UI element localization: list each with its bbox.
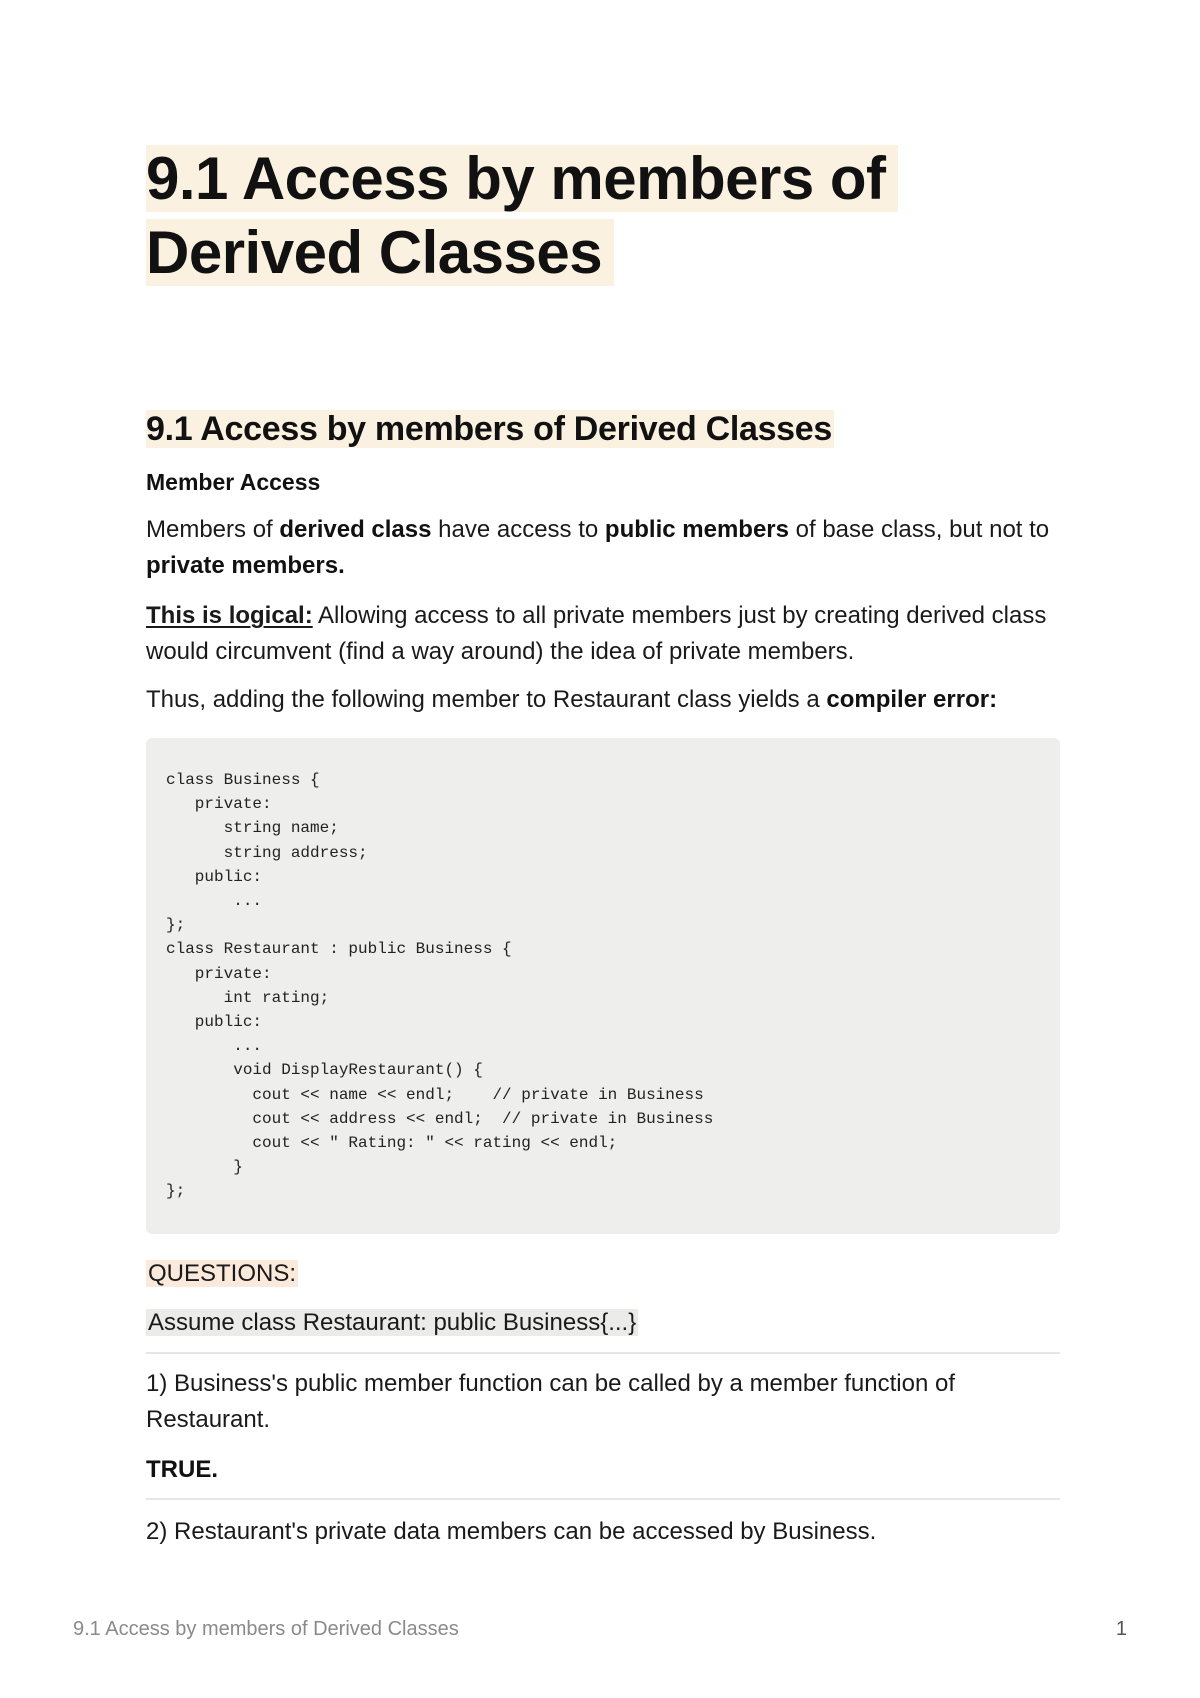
paragraph-text: have access to xyxy=(431,516,605,543)
paragraph-text: of base class, but not to xyxy=(788,516,1050,543)
subheading-member-access: Member Access xyxy=(146,469,321,495)
bold-private-members: private members. xyxy=(146,552,345,579)
assume-statement-text: Assume class Restaurant: public Business{...} xyxy=(148,1309,637,1336)
section-heading xyxy=(146,405,834,453)
paragraph-text: Allowing access to all private members just by creating derived class would circumvent (find a way around) the idea of private members. xyxy=(146,602,1047,665)
page-title-line-2: Derived Classes xyxy=(146,219,614,286)
questions-label xyxy=(146,1256,298,1292)
paragraph-compiler-error xyxy=(146,682,1060,718)
answer-1: TRUE. xyxy=(146,1456,218,1483)
divider xyxy=(146,1498,1060,1500)
question-2: 2) Restaurant's private data members can be accessed by Business. xyxy=(146,1518,877,1545)
paragraph-text: Thus, adding the following member to Restaurant class yields a xyxy=(146,686,827,713)
code-block xyxy=(146,738,1060,1234)
questions-label-text: QUESTIONS: xyxy=(148,1260,297,1287)
paragraph-text: Members of xyxy=(146,516,280,543)
bold-public-members: public members xyxy=(604,516,789,543)
footer-title: 9.1 Access by members of Derived Classes xyxy=(73,1618,459,1640)
logical-label: This is logical: xyxy=(146,602,313,629)
question-1: 1) Business's public member function can be called by a member function of Restaurant. xyxy=(146,1370,955,1433)
page-title xyxy=(146,142,1046,290)
page-title-line-1: 9.1 Access by members of xyxy=(146,145,898,212)
bold-derived-class: derived class xyxy=(279,516,432,543)
assume-statement xyxy=(146,1305,638,1341)
paragraph-member-access xyxy=(146,512,1060,584)
bold-compiler-error: compiler error: xyxy=(826,686,998,713)
page-number: 1 xyxy=(1115,1618,1127,1640)
code-text: class Business { private: string name; string address; public: ... }; class Restaurant : public Business { private: int rating; public: ... void DisplayRestaurant() { cout << name << endl; // private in Business cout << address << endl; // private in Business cout << " Rating: " << rating << endl; } }; xyxy=(166,771,714,1201)
divider xyxy=(146,1352,1060,1354)
section-heading-text: 9.1 Access by members of Derived Classes xyxy=(146,410,833,448)
page-footer xyxy=(73,1614,1127,1644)
paragraph-logical xyxy=(146,598,1060,670)
